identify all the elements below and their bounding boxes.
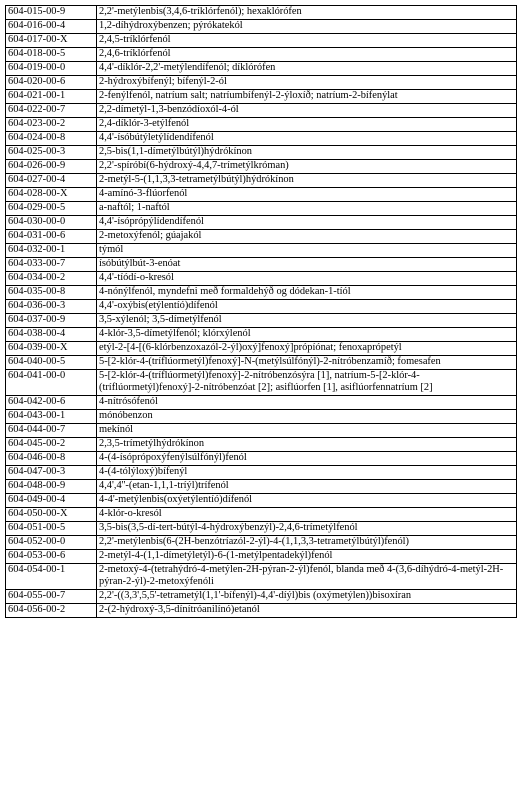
index-number-cell: 604-024-00-8 xyxy=(6,132,97,146)
index-number-cell: 604-035-00-8 xyxy=(6,286,97,300)
index-number-cell: 604-019-00-0 xyxy=(6,62,97,76)
substance-name-cell: 3,5-xýlenól; 3,5-dímetýlfenól xyxy=(97,314,517,328)
index-number-cell: 604-018-00-5 xyxy=(6,48,97,62)
table-row xyxy=(6,34,517,48)
substance-name-cell: 2,2-dímetýl-1,3-benzódíoxól-4-ól xyxy=(97,104,517,118)
substance-name-cell: 4,4'-ísóbútýletýlídendífenól xyxy=(97,132,517,146)
substance-name-cell: 2,4,6-tríklórfenól xyxy=(97,48,517,62)
substance-table-body xyxy=(6,6,517,618)
table-row xyxy=(6,564,517,590)
index-number-cell: 604-025-00-3 xyxy=(6,146,97,160)
substance-name-cell: 4-nítrósófenól xyxy=(97,396,517,410)
table-row xyxy=(6,494,517,508)
substance-name-cell: ísóbútýlbút-3-enóat xyxy=(97,258,517,272)
substance-name-cell: 4-amínó-3-flúorfenól xyxy=(97,188,517,202)
index-number-cell: 604-045-00-2 xyxy=(6,438,97,452)
index-number-cell: 604-034-00-2 xyxy=(6,272,97,286)
substance-name-cell: 5-[2-klór-4-(tríflúormetýl)fenoxý]-2-nítróbenzósýra [1], natríum-5-[2-klór-4-(tríflúormetýl)fenoxý]-2-nítróbenzóat [2]; asiflúorfen [1], asiflúorfennatríum [2] xyxy=(97,370,517,396)
index-number-cell: 604-042-00-6 xyxy=(6,396,97,410)
substance-name-cell: a-naftól; 1-naftól xyxy=(97,202,517,216)
table-row xyxy=(6,230,517,244)
index-number-cell: 604-037-00-9 xyxy=(6,314,97,328)
substance-name-cell: 1,2-díhýdroxýbenzen; pýrókatekól xyxy=(97,20,517,34)
index-number-cell: 604-046-00-8 xyxy=(6,452,97,466)
index-number-cell: 604-021-00-1 xyxy=(6,90,97,104)
table-row xyxy=(6,536,517,550)
substance-name-cell: 2,3,5-trímetýlhýdrókínon xyxy=(97,438,517,452)
index-number-cell: 604-055-00-7 xyxy=(6,590,97,604)
substance-name-cell: mónóbenzon xyxy=(97,410,517,424)
index-number-cell: 604-052-00-0 xyxy=(6,536,97,550)
table-row xyxy=(6,522,517,536)
table-row xyxy=(6,244,517,258)
table-row xyxy=(6,438,517,452)
index-number-cell: 604-022-00-7 xyxy=(6,104,97,118)
table-row xyxy=(6,424,517,438)
index-number-cell: 604-026-00-9 xyxy=(6,160,97,174)
index-number-cell: 604-020-00-6 xyxy=(6,76,97,90)
substance-name-cell: 4,4'-tíódí-o-kresól xyxy=(97,272,517,286)
table-row xyxy=(6,48,517,62)
table-row xyxy=(6,188,517,202)
substance-name-cell: 2,2'-spíróbí(6-hýdroxý-4,4,7-trímetýlkróman) xyxy=(97,160,517,174)
table-row xyxy=(6,216,517,230)
substance-name-cell: 4-(4-ísóprópoxýfenýlsúlfónýl)fenól xyxy=(97,452,517,466)
table-row xyxy=(6,356,517,370)
table-row xyxy=(6,396,517,410)
table-row xyxy=(6,550,517,564)
index-number-cell: 604-043-00-1 xyxy=(6,410,97,424)
index-number-cell: 604-015-00-9 xyxy=(6,6,97,20)
substance-name-cell: 2-(2-hýdroxý-3,5-dínítróanilínó)etanól xyxy=(97,604,517,618)
index-number-cell: 604-049-00-4 xyxy=(6,494,97,508)
table-row xyxy=(6,410,517,424)
substance-name-cell: 4-(4-tólýloxý)bífenýl xyxy=(97,466,517,480)
substance-table xyxy=(5,5,517,618)
table-row xyxy=(6,604,517,618)
substance-name-cell: mekínól xyxy=(97,424,517,438)
index-number-cell: 604-023-00-2 xyxy=(6,118,97,132)
table-row xyxy=(6,20,517,34)
table-row xyxy=(6,286,517,300)
substance-name-cell: 2-metoxý-4-(tetrahýdró-4-metýlen-2H-pýran-2-ýl)fenól, blanda með 4-(3,6-díhýdró-4-metýl-2H-pýran-2-ýl)-2-metoxýfenóli xyxy=(97,564,517,590)
table-row xyxy=(6,90,517,104)
index-number-cell: 604-053-00-6 xyxy=(6,550,97,564)
table-row xyxy=(6,6,517,20)
substance-name-cell: 4-nónýlfenól, myndefni með formaldehýð og dódekan-1-tíól xyxy=(97,286,517,300)
table-row xyxy=(6,160,517,174)
substance-name-cell: 2-metýl-4-(1,1-dímetýletýl)-6-(1-metýlpentadekýl)fenól xyxy=(97,550,517,564)
index-number-cell: 604-036-00-3 xyxy=(6,300,97,314)
index-number-cell: 604-030-00-0 xyxy=(6,216,97,230)
table-row xyxy=(6,342,517,356)
index-number-cell: 604-047-00-3 xyxy=(6,466,97,480)
substance-name-cell: 4,4',4''-(etan-1,1,1-tríýl)trífenól xyxy=(97,480,517,494)
substance-name-cell: týmól xyxy=(97,244,517,258)
table-row xyxy=(6,452,517,466)
table-row xyxy=(6,590,517,604)
table-row xyxy=(6,76,517,90)
index-number-cell: 604-050-00-X xyxy=(6,508,97,522)
index-number-cell: 604-017-00-X xyxy=(6,34,97,48)
table-row xyxy=(6,314,517,328)
substance-name-cell: 3,5-bis(3,5-dí-tert-bútýl-4-hýdroxýbenzýl)-2,4,6-trímetýlfenól xyxy=(97,522,517,536)
index-number-cell: 604-027-00-4 xyxy=(6,174,97,188)
table-row xyxy=(6,104,517,118)
table-row xyxy=(6,146,517,160)
table-row xyxy=(6,370,517,396)
substance-name-cell: 4,4'-oxýbis(etýlentíó)dífenól xyxy=(97,300,517,314)
index-number-cell: 604-040-00-5 xyxy=(6,356,97,370)
index-number-cell: 604-056-00-2 xyxy=(6,604,97,618)
substance-name-cell: 4-klór-3,5-dímetýlfenól; klórxýlenól xyxy=(97,328,517,342)
index-number-cell: 604-048-00-9 xyxy=(6,480,97,494)
table-row xyxy=(6,480,517,494)
substance-name-cell: 4-4'-metýlenbis(oxýetýlentíó)dífenól xyxy=(97,494,517,508)
index-number-cell: 604-038-00-4 xyxy=(6,328,97,342)
table-row xyxy=(6,272,517,286)
substance-name-cell: 2,2'-((3,3',5,5'-tetrametýl(1,1'-bífenýl)-4,4'-díýl)bis (oxýmetýlen))bisoxíran xyxy=(97,590,517,604)
substance-name-cell: 2,4-díklór-3-etýlfenól xyxy=(97,118,517,132)
substance-name-cell: 2-metýl-5-(1,1,3,3-tetrametýlbútýl)hýdrókínon xyxy=(97,174,517,188)
table-row xyxy=(6,508,517,522)
substance-name-cell: etýl-2-[4-[(6-klórbenzoxazól-2-ýl)oxý]fenoxý]própíónat; fenoxaprópetýl xyxy=(97,342,517,356)
table-row xyxy=(6,202,517,216)
table-row xyxy=(6,328,517,342)
substance-name-cell: 2,5-bis(1,1-dímetýlbútýl)hýdrókínon xyxy=(97,146,517,160)
index-number-cell: 604-054-00-1 xyxy=(6,564,97,590)
index-number-cell: 604-051-00-5 xyxy=(6,522,97,536)
index-number-cell: 604-039-00-X xyxy=(6,342,97,356)
table-row xyxy=(6,118,517,132)
index-number-cell: 604-033-00-7 xyxy=(6,258,97,272)
substance-name-cell: 2,4,5-tríklórfenól xyxy=(97,34,517,48)
substance-name-cell: 5-[2-klór-4-(tríflúormetýl)fenoxý]-N-(metýlsúlfónýl)-2-nítróbenzamíð; fomesafen xyxy=(97,356,517,370)
substance-name-cell: 2-fenýlfenól, natríum salt; natríumbífenýl-2-ýloxíð; natríum-2-bífenýlat xyxy=(97,90,517,104)
substance-name-cell: 4,4'-ísóprópýlídendífenól xyxy=(97,216,517,230)
substance-name-cell: 2,2'-metýlenbis(3,4,6-tríklórfenól); hexaklórófen xyxy=(97,6,517,20)
substance-name-cell: 4,4'-díklór-2,2'-metýlendífenól; díklórófen xyxy=(97,62,517,76)
index-number-cell: 604-028-00-X xyxy=(6,188,97,202)
index-number-cell: 604-031-00-6 xyxy=(6,230,97,244)
substance-name-cell: 2-hýdroxýbífenýl; bífenýl-2-ól xyxy=(97,76,517,90)
index-number-cell: 604-029-00-5 xyxy=(6,202,97,216)
index-number-cell: 604-041-00-0 xyxy=(6,370,97,396)
table-row xyxy=(6,300,517,314)
table-row xyxy=(6,466,517,480)
substance-name-cell: 4-klór-o-kresól xyxy=(97,508,517,522)
substance-name-cell: 2-metoxýfenól; gúajakól xyxy=(97,230,517,244)
table-row xyxy=(6,258,517,272)
table-row xyxy=(6,174,517,188)
substance-name-cell: 2,2'-metýlenbis(6-(2H-benzótríazól-2-ýl)-4-(1,1,3,3-tetrametýlbútýl)fenól) xyxy=(97,536,517,550)
table-row xyxy=(6,132,517,146)
index-number-cell: 604-044-00-7 xyxy=(6,424,97,438)
index-number-cell: 604-016-00-4 xyxy=(6,20,97,34)
index-number-cell: 604-032-00-1 xyxy=(6,244,97,258)
table-row xyxy=(6,62,517,76)
